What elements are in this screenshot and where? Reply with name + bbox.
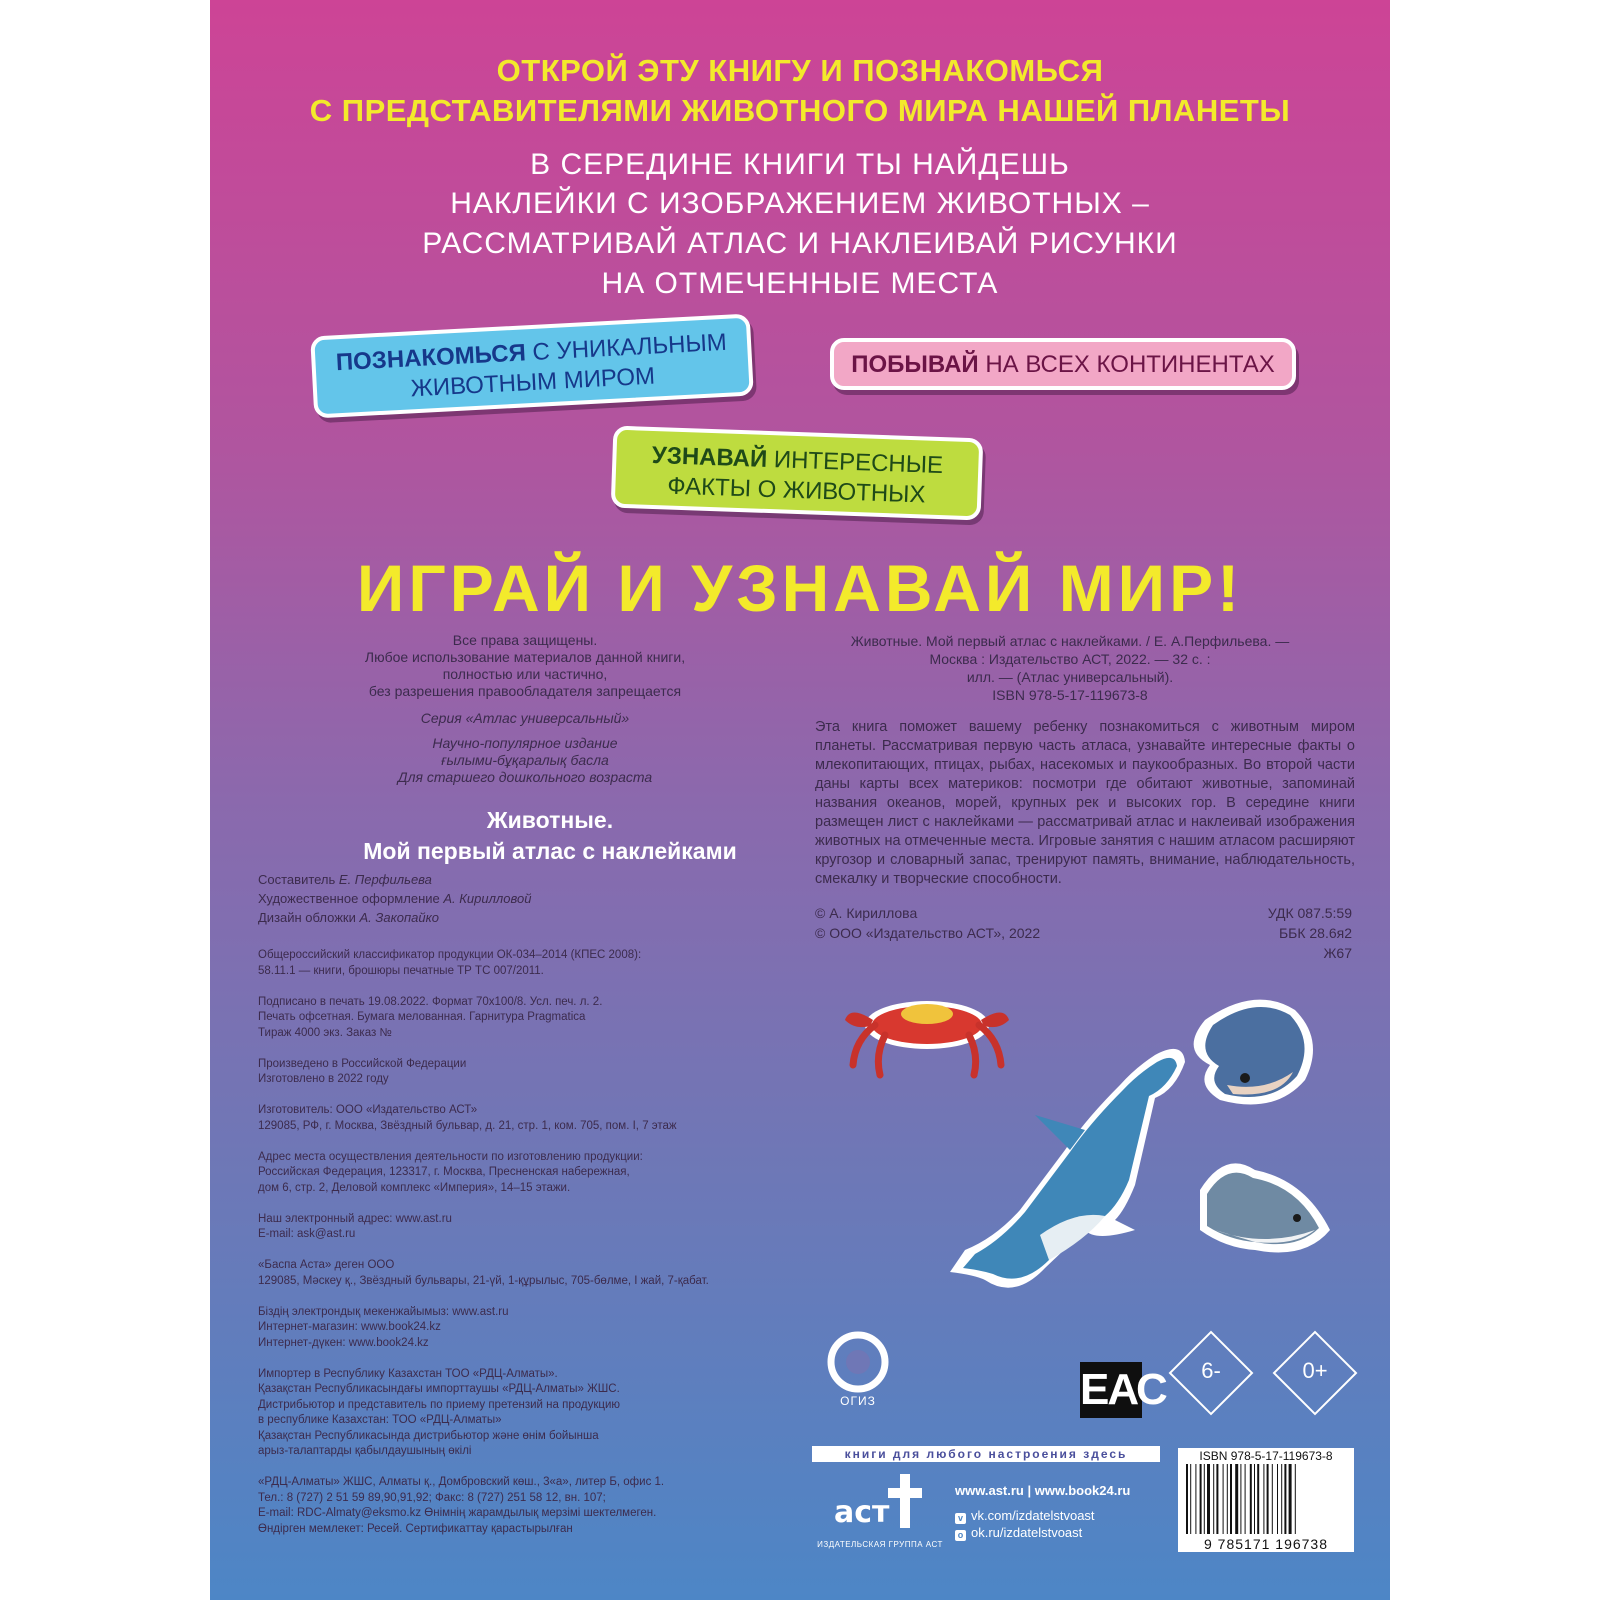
ok-link-text: ok.ru/izdatelstvoast xyxy=(971,1525,1083,1540)
ogiz-logo-label: ОГИЗ xyxy=(840,1394,876,1408)
copyright-block xyxy=(815,903,1040,943)
imprint-line: E-mail: RDC-Almaty@eksmo.kz Өнімнің жарамдылық мерзімі шектелмеген. xyxy=(258,1507,657,1519)
hammerhead-shark-sticker xyxy=(950,1049,1185,1288)
badge-3-bold: УЗНАВАЙ xyxy=(651,441,768,473)
isbn-label: ISBN 978-5-17-119673-8 xyxy=(1199,1449,1333,1463)
imprint-line: Біздің электрондық мекенжайымыз: www.ast.ru xyxy=(258,1305,509,1318)
barcode-icon xyxy=(1184,1464,1348,1536)
vk-icon: v xyxy=(955,1513,966,1524)
classification-codes xyxy=(1230,903,1352,963)
barcode-bar xyxy=(1223,1464,1224,1534)
imprint-line: 58.11.1 — книги, брошюры печатные ТР ТС 007/2011. xyxy=(258,964,544,977)
imprint-line: Произведено в Российской Федерации xyxy=(258,1057,467,1070)
bibliographic-record xyxy=(820,632,1320,704)
badge-all-continents xyxy=(830,338,1296,390)
udk-code: УДК 087.5:59 xyxy=(1267,905,1352,921)
imprint-line: «Баспа Аста» деген ООО xyxy=(258,1259,395,1271)
vk-link[interactable] xyxy=(955,1508,1095,1524)
biblio-line: Животные. Мой первый атлас с наклейками. / Е. А.Перфильева. — xyxy=(850,633,1290,649)
badge-1-text-2: ЖИВОТНЫМ МИРОМ xyxy=(410,362,656,403)
age-rating-label: 6- xyxy=(1201,1358,1221,1383)
biblio-line: ISBN 978-5-17-119673-8 xyxy=(992,687,1148,703)
imprint-line: Тел.: 8 (727) 2 51 59 89,90,91,92; Факс: 8 (727) 251 58 12, вн. 107; xyxy=(258,1491,606,1504)
credits xyxy=(258,870,531,927)
headline-line-2: С ПРЕДСТАВИТЕЛЯМИ ЖИВОТНОГО МИРА НАШЕЙ ПЛАНЕТЫ xyxy=(309,93,1291,128)
imprint-line: Печать офсетная. Бумага мелованная. Гарнитура Pragmatica xyxy=(258,1011,586,1023)
headline-line-1: ОТКРОЙ ЭТУ КНИГУ И ПОЗНАКОМЬСЯ xyxy=(496,53,1104,88)
age-rating-6 xyxy=(1168,1330,1254,1416)
badge-interesting-facts xyxy=(611,426,984,521)
credit-person: А. Кирилловой xyxy=(443,891,532,906)
imprint-spacer xyxy=(258,1351,709,1367)
imprint-line: Импортер в Республику Казахстан ТОО «РДЦ-Алматы». xyxy=(258,1367,558,1380)
rights-line: Все права защищены. xyxy=(452,632,598,648)
intro-line-3: РАССМАТРИВАЙ АТЛАС И НАКЛЕИВАЙ РИСУНКИ xyxy=(422,227,1178,260)
imprint-line: в республике Казахстан: ТОО «РДЦ-Алматы» xyxy=(258,1414,502,1426)
rights-line: полностью или частично, xyxy=(442,666,608,682)
salmon-sticker xyxy=(1194,1000,1313,1105)
barcode-bar xyxy=(1200,1464,1202,1534)
rights-notice xyxy=(305,632,745,700)
imprint-line: Общероссийский классификатор продукции ОК-034–2014 (КПЕС 2008): xyxy=(258,949,642,961)
striped-bass-sticker xyxy=(1200,1163,1330,1252)
book-title-line-2: Мой первый атлас с наклейками xyxy=(363,838,737,864)
imprint-line: Дистрибьютор и представитель по приему претензий на продукцию xyxy=(258,1398,620,1411)
bbk-code: ББК 28.6я2 xyxy=(1278,925,1352,941)
crab-sticker xyxy=(845,1001,1009,1075)
barcode-bar xyxy=(1240,1464,1241,1534)
credit-person: А. Закопайко xyxy=(359,910,439,925)
credit-role: Дизайн обложки xyxy=(258,910,360,925)
credit-line xyxy=(258,870,531,889)
ast-logo-text: аст xyxy=(834,1495,890,1530)
barcode-bar xyxy=(1277,1464,1278,1534)
slogan: ИГРАЙ И УЗНАВАЙ МИР! xyxy=(356,551,1244,625)
age-rating-0 xyxy=(1272,1330,1358,1416)
barcode-bar xyxy=(1267,1464,1269,1534)
publisher-tagline: книги для любого настроения здесь xyxy=(812,1446,1160,1462)
rights-line: Любое использование материалов данной книги, xyxy=(364,649,686,665)
credit-person: Е. Перфильева xyxy=(338,872,432,887)
imprint-line: дом 6, стр. 2, Деловой комплекс «Империя», 14–15 этажи. xyxy=(258,1181,571,1194)
barcode-bar xyxy=(1284,1464,1286,1534)
imprint-line: 129085, РФ, г. Москва, Звёздный бульвар, д. 21, стр. 1, ком. 705, пом. I, 7 этаж xyxy=(258,1119,677,1132)
badge-unique-wildlife xyxy=(310,314,754,419)
imprint-spacer xyxy=(258,979,709,995)
barcode-bar xyxy=(1227,1464,1228,1534)
imprint-block xyxy=(258,948,709,1537)
imprint-line: арыз-талаптарды қабылдаушының өкілі xyxy=(258,1445,472,1457)
credit-role: Художественное оформление xyxy=(258,891,444,906)
animal-stickers xyxy=(835,980,1335,1320)
edition-line: Для старшего дошкольного возраста xyxy=(397,769,653,785)
imprint-line: Қазақстан Республикасындағы импорттаушы «РДЦ-Алматы» ЖШС. xyxy=(258,1383,620,1395)
badge-1-bold: ПОЗНАКОМЬСЯ xyxy=(335,339,527,377)
barcode-bar xyxy=(1245,1464,1246,1534)
rights-line: без разрешения правообладателя запрещается xyxy=(368,683,682,699)
imprint-line: Изготовитель: ООО «Издательство АСТ» xyxy=(258,1104,478,1116)
ok-icon: o xyxy=(955,1530,966,1541)
intro-line-2: НАКЛЕЙКИ С ИЗОБРАЖЕНИЕМ ЖИВОТНЫХ – xyxy=(450,187,1150,220)
website-links[interactable]: www.ast.ru | www.book24.ru xyxy=(955,1483,1131,1498)
imprint-line: Подписано в печать 19.08.2022. Формат 70х100/8. Усл. печ. л. 2. xyxy=(258,995,603,1008)
imprint-spacer xyxy=(258,1243,709,1259)
edition-info xyxy=(305,735,745,786)
intro-line-1: В СЕРЕДИНЕ КНИГИ ТЫ НАЙДЕШЬ xyxy=(530,148,1070,181)
badge-3-text-2: ФАКТЫ О ЖИВОТНЫХ xyxy=(666,472,926,509)
imprint-line: Өндірген мемлекет: Ресей. Сертификаттау қарастырылған xyxy=(258,1522,573,1535)
edition-line: Научно-популярное издание xyxy=(432,735,618,751)
imprint-line: Қазақстан Республикасында дистрибьютор және өнім бойынша xyxy=(258,1429,599,1442)
barcode-bar xyxy=(1207,1464,1210,1534)
book-title-line-1: Животные. xyxy=(486,807,614,833)
barcode-bar xyxy=(1204,1464,1205,1534)
badge-2-bold: ПОБЫВАЙ xyxy=(851,351,979,378)
barcode-bar xyxy=(1195,1464,1196,1534)
imprint-spacer xyxy=(258,1041,709,1057)
barcode-bar xyxy=(1295,1464,1296,1534)
imprint-line: 129085, Мәскеу қ., Звёздный бульвары, 21-үй, 1-құрылыс, 705-бөлме, I жай, 7-қабат. xyxy=(258,1274,709,1287)
badge-2-text-1: НА ВСЕХ КОНТИНЕНТАХ xyxy=(978,351,1275,378)
ast-group-label: ИЗДАТЕЛЬСКАЯ ГРУППА АСТ xyxy=(817,1540,943,1549)
barcode-bar xyxy=(1263,1464,1264,1534)
imprint-line: Тираж 4000 экз. Заказ № xyxy=(258,1026,392,1039)
barcode-bar xyxy=(1235,1464,1238,1534)
imprint-line: «РДЦ-Алматы» ЖШС, Алматы қ., Домбровский көш., 3«а», литер Б, офис 1. xyxy=(258,1476,665,1488)
imprint-spacer xyxy=(258,1088,709,1104)
back-cover xyxy=(210,0,1390,1600)
imprint-spacer xyxy=(258,1289,709,1305)
barcode-bar xyxy=(1250,1464,1252,1534)
badge-1-text-1: С УНИКАЛЬНЫМ xyxy=(525,328,728,367)
imprint-line: Интернет-магазин: www.book24.kz xyxy=(258,1321,441,1333)
age-rating-label: 0+ xyxy=(1302,1358,1328,1383)
series-name: Серия «Атлас универсальный» xyxy=(420,710,630,726)
barcode-bar xyxy=(1216,1464,1218,1534)
annotation: Эта книга поможет вашему ребенку познакомиться с животным миром планеты. Рассматривая первую часть атласа, узнавайте интересные факты о млекопитающих, птицах, рыбах, насекомых и паукообразных. Во второй части даны карты всех материков: посмотри где обитают животные, запоминай названия океанов, морей, крупных рек и высоких гор. В середине книги размещен лист с наклейками — рассматривай атлас и наклеивай изображения животных на отмеченные места. Игровые занятия с нашим атласом расширяют кругозор и словарный запас, тренируют память, внимание, наблюдательность, смекалку и творческие способности. xyxy=(815,719,1355,887)
imprint-spacer xyxy=(258,1460,709,1476)
copyright-line: © ООО «Издательство АСТ», 2022 xyxy=(815,925,1041,941)
barcode-bar xyxy=(1190,1464,1191,1534)
edition-line: ғылыми-бұқаралық басла xyxy=(441,752,609,768)
barcode-bar xyxy=(1213,1464,1214,1534)
barcode-bar xyxy=(1254,1464,1255,1534)
biblio-line: илл. — (Атлас универсальный). xyxy=(966,669,1174,685)
credit-line xyxy=(258,908,531,927)
author-mark: Ж67 xyxy=(1323,945,1352,961)
credit-role: Составитель xyxy=(258,872,339,887)
ast-logo-icon xyxy=(822,1466,942,1536)
imprint-line: Российская Федерация, 123317, г. Москва, Пресненская набережная, xyxy=(258,1166,630,1178)
isbn-digits: 9 785171 196738 xyxy=(1204,1536,1328,1552)
barcode-bar xyxy=(1186,1464,1188,1534)
barcode-bar xyxy=(1257,1464,1259,1534)
imprint-line: E-mail: ask@ast.ru xyxy=(258,1228,356,1240)
intro-line-4: НА ОТМЕЧЕННЫЕ МЕСТА xyxy=(601,267,999,300)
vk-link-text: vk.com/izdatelstvoast xyxy=(971,1508,1095,1523)
imprint-line: Интернет-дүкен: www.book24.kz xyxy=(258,1336,429,1349)
book-title xyxy=(270,805,830,867)
copyright-line: © А. Кириллова xyxy=(815,905,918,921)
imprint-line: Изготовлено в 2022 году xyxy=(258,1073,389,1085)
badge-3-text-1: ИНТЕРЕСНЫЕ xyxy=(766,445,944,480)
barcode-bar xyxy=(1289,1464,1292,1534)
credit-line xyxy=(258,889,531,908)
biblio-line: Москва : Издательство АСТ, 2022. — 32 с. : xyxy=(929,651,1211,667)
eac-mark: ЕАС xyxy=(1080,1362,1142,1418)
imprint-spacer xyxy=(258,1134,709,1150)
isbn-barcode xyxy=(1178,1448,1354,1552)
imprint-line: Наш электронный адрес: www.ast.ru xyxy=(258,1212,452,1225)
imprint-spacer xyxy=(258,1196,709,1212)
imprint-line: Адрес места осуществления деятельности по изготовлению продукции: xyxy=(258,1150,643,1163)
barcode-bar xyxy=(1281,1464,1282,1534)
ok-link[interactable] xyxy=(955,1525,1082,1541)
barcode-bar xyxy=(1230,1464,1232,1534)
barcode-bar xyxy=(1272,1464,1273,1534)
